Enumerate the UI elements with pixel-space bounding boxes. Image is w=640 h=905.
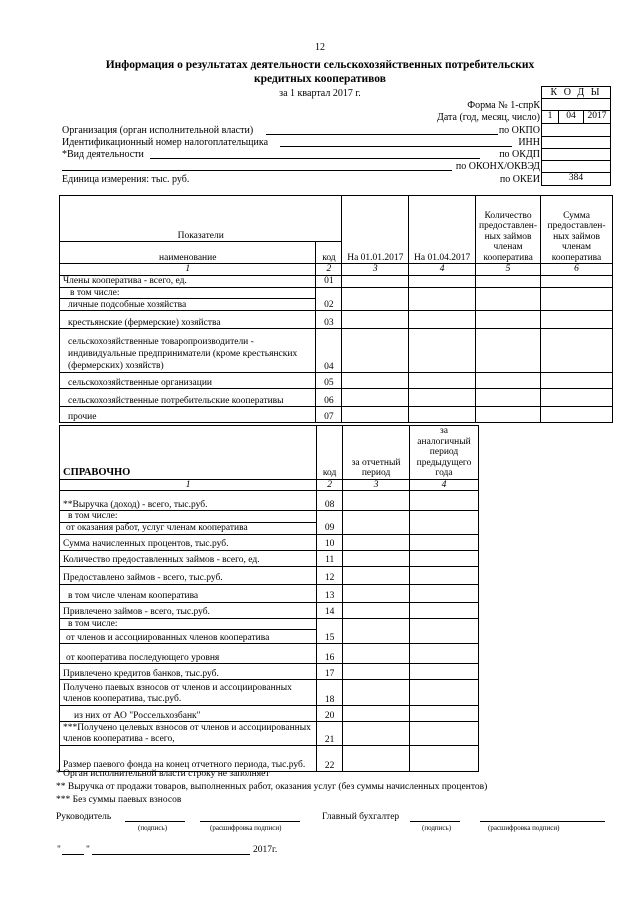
- row-name: личные подсобные хозяйства: [60, 299, 316, 311]
- row-code: 07: [316, 407, 342, 423]
- organization-field[interactable]: [266, 125, 498, 135]
- table-row: [60, 644, 479, 664]
- head-signature-line[interactable]: [125, 812, 185, 822]
- value-cell[interactable]: [343, 491, 410, 511]
- row-code: 03: [316, 311, 342, 329]
- row-code: 18: [317, 680, 343, 706]
- okpo-label: по ОКПО: [498, 125, 540, 136]
- value-cell[interactable]: [343, 664, 410, 680]
- row-name: Размер паевого фонда на конец отчетного периода, тыс.руб.: [60, 746, 317, 772]
- value-cell[interactable]: [541, 373, 613, 389]
- value-cell[interactable]: [410, 602, 479, 618]
- value-cell[interactable]: [343, 566, 410, 584]
- value-cell[interactable]: [343, 584, 410, 602]
- row-code: 05: [316, 373, 342, 389]
- value-cell[interactable]: [343, 706, 410, 722]
- value-cell[interactable]: [476, 389, 541, 407]
- table-row: [60, 550, 479, 566]
- value-cell[interactable]: [476, 311, 541, 329]
- date-quote-close: ": [86, 845, 90, 855]
- value-cell[interactable]: [342, 287, 409, 311]
- row-name: Сумма начисленных процентов, тыс.руб.: [60, 534, 317, 550]
- document-title: Информация о результатах деятельности сельскохозяйственных потребительских кредитных кооперативов: [105, 59, 535, 85]
- activity-label: *Вид деятельности: [62, 149, 144, 160]
- table-row: [60, 329, 613, 373]
- table-row: [60, 275, 613, 287]
- value-cell[interactable]: [541, 329, 613, 373]
- okdp-code-cell[interactable]: [541, 149, 611, 161]
- value-cell[interactable]: [410, 706, 479, 722]
- codes-header: К О Д Ы: [541, 86, 611, 99]
- chief-accountant-label: Главный бухгалтер: [322, 812, 400, 822]
- row-code: 21: [317, 722, 343, 746]
- table-row: [60, 407, 613, 423]
- value-cell[interactable]: [541, 389, 613, 407]
- date-year-part: 1: [542, 111, 559, 123]
- value-cell[interactable]: [409, 407, 476, 423]
- row-name: из них от АО "Россельхозбанк": [60, 706, 317, 722]
- col-number: 2: [316, 264, 342, 276]
- head-decode-hint: (расшифровка подписи): [210, 824, 282, 832]
- date-year-suffix: 2017г.: [253, 845, 278, 855]
- value-cell[interactable]: [410, 722, 479, 746]
- col-header-current: за отчетный период: [343, 426, 410, 480]
- table-row: [60, 389, 613, 407]
- okei-code-cell: 384: [541, 173, 611, 186]
- row-name: Привлечено кредитов банков, тыс.руб.: [60, 664, 317, 680]
- row-code: 13: [317, 584, 343, 602]
- row-name: крестьянские (фермерские) хозяйства: [60, 311, 316, 329]
- value-cell[interactable]: [409, 275, 476, 287]
- row-name: в том числе:: [60, 618, 317, 630]
- value-cell[interactable]: [410, 491, 479, 511]
- code-header: код: [317, 426, 343, 480]
- report-period: за 1 квартал 2017 г.: [279, 88, 361, 99]
- table-row: [60, 722, 479, 746]
- okei-label: по ОКЕИ: [499, 174, 540, 185]
- date-code-cell[interactable]: [541, 111, 611, 124]
- form-label: Форма № 1-спрК: [467, 100, 540, 111]
- col-header-loan-count: Количество предоставлен-ных займов членам кооператива: [476, 196, 541, 264]
- table-row: [60, 491, 479, 511]
- value-cell[interactable]: [343, 534, 410, 550]
- organization-label: Организация (орган исполнительной власти): [62, 125, 254, 136]
- row-name: Привлечено займов - всего, тыс.руб.: [60, 602, 317, 618]
- value-cell[interactable]: [343, 602, 410, 618]
- table-row: [60, 618, 479, 630]
- table-row: [60, 311, 613, 329]
- date-year-value: 2017: [587, 111, 607, 121]
- row-name: от членов и ассоциированных членов кооператива: [60, 630, 317, 644]
- value-cell[interactable]: [541, 311, 613, 329]
- value-cell[interactable]: [410, 584, 479, 602]
- value-cell[interactable]: [541, 275, 613, 287]
- reference-table: [59, 425, 479, 772]
- row-name: сельскохозяйственные потребительские кооперативы: [60, 389, 316, 407]
- value-cell[interactable]: [476, 287, 541, 311]
- row-name: Предоставлено займов - всего, тыс.руб.: [60, 566, 317, 584]
- table-row: [60, 680, 479, 706]
- row-name: сельскохозяйственные организации: [60, 373, 316, 389]
- value-cell[interactable]: [343, 511, 410, 535]
- table-row: [60, 602, 479, 618]
- row-code: 08: [317, 491, 343, 511]
- row-name: от кооператива последующего уровня: [60, 644, 317, 664]
- okonh-label: по ОКОНХ/ОКВЭД: [455, 161, 540, 172]
- row-code: 17: [317, 664, 343, 680]
- head-label: Руководитель: [56, 812, 112, 822]
- value-cell[interactable]: [342, 389, 409, 407]
- row-code: 02: [316, 287, 342, 311]
- head-signature-hint: (подпись): [138, 824, 168, 832]
- col-header-previous: за аналогичный период предыдущего года: [410, 426, 479, 480]
- row-code: 22: [317, 746, 343, 772]
- value-cell[interactable]: [409, 311, 476, 329]
- value-cell[interactable]: [410, 746, 479, 772]
- row-name: в том числе:: [60, 511, 317, 523]
- activity-field-continued[interactable]: [62, 161, 452, 171]
- date-label: Дата (год, месяц, число): [437, 112, 540, 123]
- value-cell[interactable]: [342, 407, 409, 423]
- value-cell[interactable]: [410, 644, 479, 664]
- inn-label: ИНН: [518, 137, 540, 148]
- row-name: Получено паевых взносов от членов и ассоциированных членов кооператива, тыс.руб.: [60, 680, 317, 706]
- unit-label: Единица измерения: тыс. руб.: [62, 174, 190, 185]
- table-row: [60, 287, 613, 299]
- col-number: 4: [410, 479, 479, 491]
- col-number: 2: [317, 479, 343, 491]
- accountant-signature-hint: (подпись): [422, 824, 452, 832]
- row-name: **Выручка (доход) - всего, тыс.руб.: [60, 491, 317, 511]
- row-name: Количество предоставленных займов - всего, ед.: [60, 550, 317, 566]
- col-header-2017-01: На 01.01.2017: [342, 196, 409, 264]
- value-cell[interactable]: [410, 534, 479, 550]
- table-row: [60, 534, 479, 550]
- row-name: сельскохозяйственные товаропроизводители - индивидуальные предприниматели (кроме крестьянских (фермерских) хозяйств): [60, 329, 316, 373]
- row-code: 10: [317, 534, 343, 550]
- col-number: 3: [343, 479, 410, 491]
- value-cell[interactable]: [409, 389, 476, 407]
- value-cell[interactable]: [409, 373, 476, 389]
- value-cell[interactable]: [343, 550, 410, 566]
- row-code: 01: [316, 275, 342, 287]
- inn-field[interactable]: [280, 137, 512, 147]
- value-cell[interactable]: [476, 275, 541, 287]
- value-cell[interactable]: [410, 664, 479, 680]
- row-name: прочие: [60, 407, 316, 423]
- value-cell[interactable]: [342, 373, 409, 389]
- row-code: 12: [317, 566, 343, 584]
- okpo-code-cell[interactable]: [541, 124, 611, 137]
- head-name-line[interactable]: [200, 812, 300, 822]
- row-code: 06: [316, 389, 342, 407]
- footnote-2: ** Выручка от продажи товаров, выполненных работ, оказания услуг (без суммы начисленных процентов): [56, 782, 488, 792]
- date-month-line[interactable]: [92, 845, 250, 855]
- col-number: 4: [409, 264, 476, 276]
- accountant-signature-line[interactable]: [410, 812, 460, 822]
- row-code: 16: [317, 644, 343, 664]
- date-quote-open: ": [57, 845, 61, 855]
- table-row: [60, 664, 479, 680]
- okonh-code-cell[interactable]: [541, 161, 611, 173]
- value-cell[interactable]: [342, 311, 409, 329]
- inn-code-cell[interactable]: [541, 137, 611, 149]
- accountant-decode-hint: (расшифровка подписи): [488, 824, 560, 832]
- value-cell[interactable]: [541, 407, 613, 423]
- col-header-loan-sum: Сумма предоставлен-ных займов членам кооператива: [541, 196, 613, 264]
- accountant-name-line[interactable]: [480, 812, 605, 822]
- indicators-header: Показатели: [60, 196, 342, 242]
- col-number: 3: [342, 264, 409, 276]
- members-table: [59, 195, 613, 423]
- row-code: 09: [317, 511, 343, 535]
- okdp-label: по ОКДП: [499, 149, 540, 160]
- table-row: [60, 373, 613, 389]
- value-cell[interactable]: [410, 511, 479, 535]
- footnote-3: *** Без суммы паевых взносов: [56, 795, 182, 805]
- col-number: 1: [60, 479, 317, 491]
- table-row: [60, 511, 479, 523]
- row-name: в том числе:: [60, 287, 316, 299]
- col-number: 5: [476, 264, 541, 276]
- inn-title: Идентификационный номер налогоплательщика: [62, 137, 269, 148]
- value-cell[interactable]: [343, 680, 410, 706]
- table-row: [60, 746, 479, 772]
- code-header: код: [316, 242, 342, 264]
- value-cell[interactable]: [410, 566, 479, 584]
- value-cell[interactable]: [409, 329, 476, 373]
- table-row: [60, 566, 479, 584]
- activity-field[interactable]: [150, 149, 480, 159]
- value-cell[interactable]: [410, 680, 479, 706]
- value-cell[interactable]: [476, 373, 541, 389]
- date-month-part: 04: [559, 111, 584, 123]
- value-cell[interactable]: [343, 618, 410, 644]
- footnote-1: * Орган исполнительной власти строку не заполняет: [56, 769, 270, 779]
- row-code: 20: [317, 706, 343, 722]
- row-code: 14: [317, 602, 343, 618]
- name-header: наименование: [60, 242, 316, 264]
- table-row: [60, 706, 479, 722]
- value-cell[interactable]: [342, 329, 409, 373]
- value-cell[interactable]: [343, 644, 410, 664]
- value-cell[interactable]: [410, 550, 479, 566]
- row-code: 04: [316, 329, 342, 373]
- form-code-cell[interactable]: [541, 99, 611, 111]
- value-cell[interactable]: [343, 746, 410, 772]
- section-title: СПРАВОЧНО: [60, 426, 317, 480]
- value-cell[interactable]: [342, 275, 409, 287]
- value-cell[interactable]: [410, 618, 479, 644]
- col-header-2017-04: На 01.04.2017: [409, 196, 476, 264]
- value-cell[interactable]: [409, 287, 476, 311]
- row-code: 11: [317, 550, 343, 566]
- table-row: [60, 584, 479, 602]
- value-cell[interactable]: [343, 722, 410, 746]
- page-number: 12: [315, 42, 325, 53]
- value-cell[interactable]: [476, 329, 541, 373]
- row-name: ***Получено целевых взносов от членов и ассоциированных членов кооператива - всего,: [60, 722, 317, 746]
- row-name: Члены кооператива - всего, ед.: [60, 275, 316, 287]
- value-cell[interactable]: [476, 407, 541, 423]
- value-cell[interactable]: [541, 287, 613, 311]
- row-name: в том числе членам кооператива: [60, 584, 317, 602]
- row-code: 15: [317, 618, 343, 644]
- col-number: 1: [60, 264, 316, 276]
- col-number: 6: [541, 264, 613, 276]
- date-day-line[interactable]: [62, 845, 84, 855]
- row-name: от оказания работ, услуг членам кооператива: [60, 522, 317, 534]
